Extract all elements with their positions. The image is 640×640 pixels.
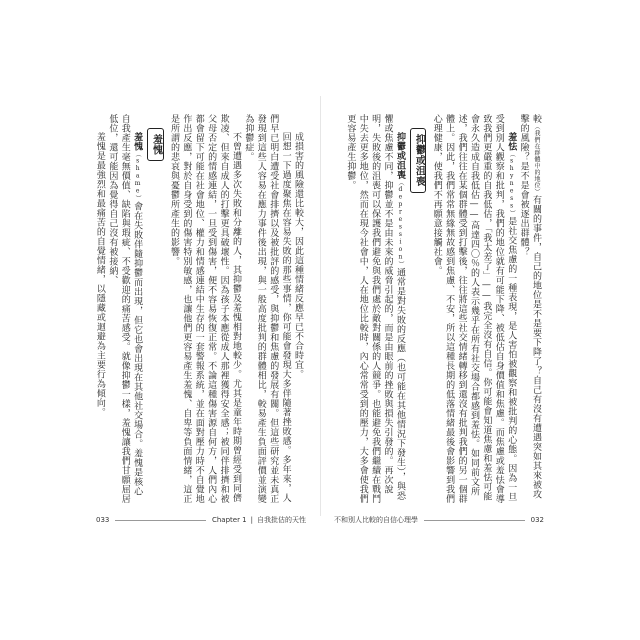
paragraph-text: 是社交焦慮的一種表現，是人害怕被觀察和被批判的心態。因為一旦受到別人觀察和批判，我們的地位就有可能下降、被低估自身價值和焦慮。而焦慮或羞怯會導致我們更嚴重的自我低估，「我太差了」——我完全沒有自信。你可能會知道焦慮和羞怯可能會永久造成自我低估——高達四〇％的人表示幾乎在所有社交場合都感到羞怯。如同前文所述，我們往往在某個群體受到打擊後，往往將這些社交情緒轉移到還沒有批判我們的另一個群體上。因此，我們常常無緣無故感到焦慮、不安，所以這種長期的低落情緒最後會影響到我們心理健康，使我們不再願意接觸社會。 xyxy=(431,114,517,504)
term-depression: 抑鬱或沮喪 xyxy=(394,132,405,180)
section-heading-wrap xyxy=(410,114,426,504)
term-note: （shame） xyxy=(134,151,142,202)
paragraph-text: 較 xyxy=(531,114,541,124)
paragraph xyxy=(344,114,406,504)
paragraph: 不曾遭遇多次失敗和分離的人，其抑鬱及羞愧相對地較少。尤其是童年時期曾經受到同儕欺凌、但來自成人的打擊更具破壞性。因為孩子本應從成人那裡獲得安全感；被同伴排擠和被父母否定的情感連結，一旦受到傷害，便不容易恢復正常。不論這種傷害源自何方，人們內心都會留下可能在社會地位、權力和情感連結中生存的一套警報系統，並在面對壓力時不自覺地作出反應，對於自身受到的傷害特別敏感，也讓他們更容易產生羞愧、自卑等負面情緒，這正是所謂的悲哀與憂鬱所產生的影響。 xyxy=(168,114,241,504)
footer-separator: | xyxy=(250,516,253,524)
term-shyness: 羞怯 xyxy=(506,132,517,151)
footer-rule xyxy=(115,520,206,521)
footer-rule xyxy=(424,520,525,521)
running-title: 不和別人比較的自信心理學 xyxy=(334,516,418,524)
paragraph-text: 會在失敗伴隨抑鬱而出現，但它也會出現在其他社交場合。羞愧是核心自我產生毫無價值、缺陷與瑕疵、不受歡迎的痛苦感受。就像抑鬱一樣，羞愧讓我們甘願屈居低位，還可能因為覺得自己沒有被接納、 xyxy=(107,114,143,504)
paragraph xyxy=(517,114,542,504)
paragraph: 羞愧是最強烈和最痛苦的自覺情緒，以隱藏或迴避為主要行為傾向。 xyxy=(94,132,105,417)
left-page-body xyxy=(94,114,304,504)
paragraph: 成損害的風險還比較大，因此這種情緒反應早已不合時宜。 xyxy=(293,132,303,379)
paragraph-text: 通常是對失敗的反應（也可能在其他情況下發生），與恐懼或焦慮不同，抑鬱並不是由未來的威脅引起的，而是由眼前的挫敗與損失引發的。再次說明，失敗後的沮喪可以保護我們避免與我們處於敵對關係的人競爭。也能避免我們繼續在戰鬥中失去更多地位，然而在現今社會中，人在地位比較時，內心常常受到的壓力，大多會使我們更容易產生抑鬱。 xyxy=(345,114,405,504)
chapter-label: Chapter 1 xyxy=(211,516,247,524)
page-number: 033 xyxy=(96,516,110,524)
paragraph-text: 有關的事件，自己的地位是不是要下降了？自己有沒有遭遇突如其來被攻擊的風險？是不是會被逐出群體？ xyxy=(518,114,541,499)
section-heading-depression: 抑鬱或沮喪 xyxy=(410,128,426,193)
right-page-body xyxy=(336,114,542,504)
left-page xyxy=(96,96,306,540)
gutter xyxy=(320,96,321,516)
book-spread xyxy=(96,96,544,540)
paragraph xyxy=(430,114,517,504)
term-shame: 羞愧 xyxy=(132,132,143,151)
right-footer xyxy=(334,514,544,526)
paragraph xyxy=(106,114,143,504)
chapter-title: 自我批估的天性 xyxy=(257,516,306,524)
inline-note: （我們在群體中的地位） xyxy=(533,123,540,195)
page-number: 032 xyxy=(530,516,544,524)
term-note: （shyness） xyxy=(508,151,516,217)
right-page xyxy=(334,96,544,540)
paragraph: 回想一下過度聚焦在容易失敗的那些事情，你可能會發現大多伴隨著挫敗感。多年來，人們早已明白遭受社會排擠以及被批評的感受，與抑鬱和焦慮的發展有關。但這些研究並未真正發現到這些人容易在應力事件後出現，與一般高度批判的群體相比，較易產生負面評價並演變為抑鬱症。 xyxy=(243,114,291,504)
section-heading-wrap xyxy=(147,114,163,504)
section-heading-shame: 羞愧 xyxy=(147,128,163,161)
left-footer xyxy=(96,514,306,526)
term-note: （depression） xyxy=(396,179,404,268)
